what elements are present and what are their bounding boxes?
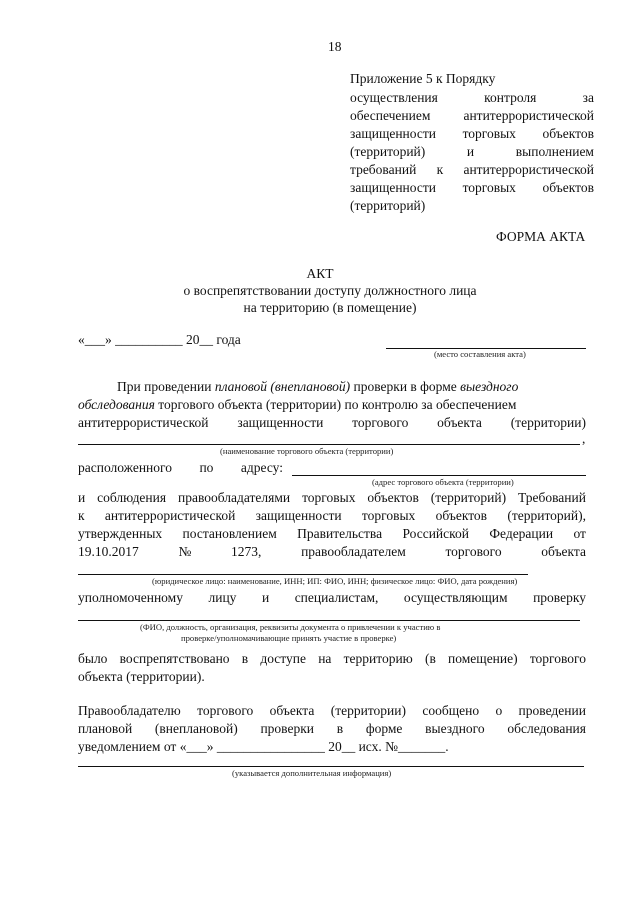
word: Требований [517, 490, 586, 505]
persons-caption-2: проверке/уполномачивающие принять участие в проверке) [181, 633, 397, 643]
act-subtitle-1: о воспрепятствовании доступу должностного лица [183, 283, 477, 298]
act-title: АКТ [306, 266, 334, 281]
word: проверки [260, 721, 314, 736]
word: Федерации [489, 526, 554, 541]
word: 19.10.2017 [78, 544, 139, 559]
para1-line9 [78, 543, 586, 561]
word: защищенности [255, 508, 342, 523]
word: постановлением [182, 526, 277, 541]
word: выездного [425, 721, 485, 736]
word: лицу [208, 590, 237, 605]
word: по [199, 460, 214, 475]
word: сообщено [422, 703, 480, 718]
appendix-line [350, 161, 594, 179]
word: торгового [445, 544, 502, 559]
word: за [582, 90, 594, 105]
word: контроля [484, 90, 537, 105]
address-caption: (адрес торгового объекта (территории) [372, 477, 514, 487]
owner-caption: (юридическое лицо: наименование, ИНН; ИП: ФИО, ИНН; физическое лицо: ФИО, дата рождения) [152, 576, 518, 586]
para1-line10 [78, 589, 586, 607]
page-number: 18 [328, 39, 342, 54]
word: о [495, 703, 503, 718]
form-label: ФОРМА АКТА [496, 229, 586, 244]
act-subtitle-2: на территорию (в помещение) [243, 300, 417, 315]
word: проверку [533, 590, 586, 605]
appendix-line [350, 107, 594, 125]
para1-line6 [78, 489, 586, 507]
word: антитеррористической [78, 415, 209, 430]
para1-line8 [78, 525, 586, 543]
word: торгового [529, 651, 586, 666]
appendix-line [350, 89, 594, 107]
word: торгового [197, 703, 254, 718]
word: Правообладателю [78, 703, 181, 718]
word: антитеррористической [463, 108, 594, 123]
word: территорию [343, 651, 413, 666]
word: Российской [402, 526, 469, 541]
word: требований [350, 162, 417, 177]
para1-line7 [78, 507, 586, 525]
word: к [78, 508, 85, 523]
word: объектов [367, 490, 419, 505]
para2-line2 [78, 720, 586, 738]
word: правообладателем [301, 544, 406, 559]
para1-line2: обследования торгового объекта (территории) по контролю за обеспечением [78, 397, 517, 412]
word: объекта [269, 703, 315, 718]
appendix-line [350, 125, 594, 143]
word: форме [365, 721, 403, 736]
word: (внеплановой) [154, 721, 238, 736]
word: адресу: [240, 460, 283, 475]
word: антитеррористической [104, 508, 236, 523]
place-caption: (место составления акта) [434, 349, 526, 359]
word: (территорий) [430, 490, 507, 505]
word: защищенности [350, 126, 436, 141]
date-field: «___» __________ 20__ года [78, 332, 241, 347]
word: (территорий), [507, 508, 586, 523]
para2-line3: уведомлением от «___» ________________ 20__ исх. №_______. [78, 739, 449, 754]
word: (территорий) [350, 144, 426, 159]
appendix-title: Приложение 5 к Порядку [350, 71, 496, 86]
word: доступе [260, 651, 306, 666]
word: в [241, 651, 249, 666]
word: № [178, 544, 192, 559]
para2-line1 [78, 702, 586, 720]
address-line [292, 475, 586, 476]
word: проведении [518, 703, 586, 718]
word: объекта [541, 544, 586, 559]
extra-info-caption: (указывается дополнительная информация) [232, 768, 392, 778]
word: антитеррористической [463, 162, 594, 177]
word: и [261, 590, 270, 605]
appendix-line [350, 143, 594, 161]
word: осуществления [350, 90, 438, 105]
word: Правительства [297, 526, 383, 541]
word: специалистам, [294, 590, 379, 605]
object-name-caption: (наименование торгового объекта (территории) [220, 446, 394, 456]
word: правообладателями [178, 490, 291, 505]
persons-caption-1: (ФИО, должность, организация, реквизиты документа о привлечении к участию в [140, 622, 441, 632]
word: от [573, 526, 586, 541]
word: объектов [435, 508, 488, 523]
owner-line [78, 574, 528, 575]
word: объекта [437, 415, 482, 430]
word: соблюдения [97, 490, 167, 505]
word: (в [424, 651, 436, 666]
word: было [78, 651, 108, 666]
object-name-line [78, 444, 580, 445]
para1-line3 [78, 414, 586, 432]
word: (территории) [510, 415, 586, 430]
word: в [336, 721, 344, 736]
word: плановой [78, 721, 133, 736]
located-label [78, 459, 283, 477]
word: и [466, 144, 475, 159]
word: торговых [361, 508, 416, 523]
appendix-line [350, 179, 594, 197]
persons-line [78, 620, 580, 621]
word: защищенности [350, 180, 436, 195]
para1-line11 [78, 650, 586, 668]
para1-line12: объекта (территории). [78, 669, 205, 684]
word: утвержденных [78, 526, 163, 541]
word: осуществляющим [403, 590, 508, 605]
word: обследования [507, 721, 586, 736]
word: торгового [352, 415, 409, 430]
para1-line1: При проведении плановой (внеплановой) проверки в форме выездного [117, 379, 519, 394]
word: (территории) [330, 703, 406, 718]
word: объектов [542, 180, 594, 195]
word: обеспечением [350, 108, 431, 123]
word: объектов [542, 126, 594, 141]
word: торговых [462, 126, 516, 141]
word: торговых [462, 180, 516, 195]
word: расположенного [78, 460, 172, 475]
word: уполномоченному [78, 590, 183, 605]
appendix-line [350, 197, 425, 215]
object-name-comma: , [582, 431, 586, 446]
word: 1273, [231, 544, 262, 559]
word: помещение) [448, 651, 518, 666]
word: защищенности [237, 415, 324, 430]
word: (территорий) [350, 198, 426, 213]
word: воспрепятствовано [119, 651, 230, 666]
word: и [78, 490, 86, 505]
word: выполнением [515, 144, 594, 159]
extra-info-line [78, 766, 584, 767]
word: на [318, 651, 332, 666]
word: к [436, 162, 444, 177]
word: торговых [302, 490, 356, 505]
